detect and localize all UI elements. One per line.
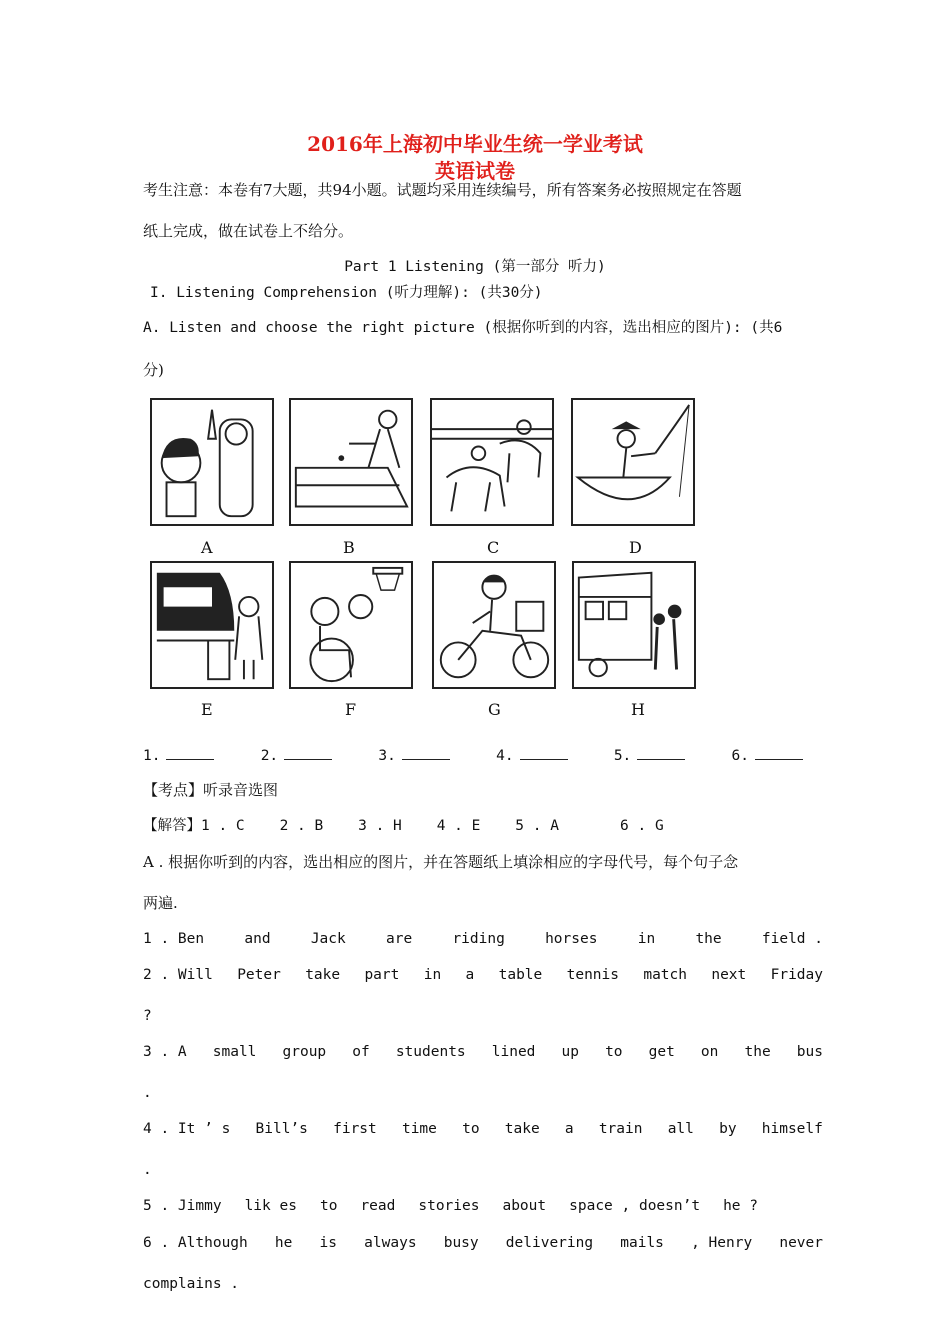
- sentence-word: riding: [452, 931, 505, 947]
- picture-e: [150, 561, 274, 689]
- explanation-line-1: A . 根据你听到的内容，选出相应的图片，并在答题纸上填涂相应的字母代号，每个句子念: [143, 853, 739, 871]
- sentence-word: 6 . Although: [143, 1235, 248, 1251]
- sentence-word: in: [637, 931, 656, 947]
- sentence-word: a: [564, 1121, 574, 1137]
- sentence-word: students: [395, 1044, 466, 1060]
- sentence-word: delivering: [505, 1235, 594, 1251]
- sentence-word: to: [462, 1121, 480, 1137]
- picture-label-f: F: [345, 700, 357, 719]
- picture-b: [289, 398, 413, 526]
- sentence-word: horses: [545, 931, 598, 947]
- sentence-3-tail: .: [143, 1085, 152, 1101]
- horse-riding-icon: [432, 400, 552, 524]
- boy-astronaut-icon: [152, 400, 272, 524]
- notice-line-1: 考生注意：本卷有7大题，共94小题。试题均采用连续编号，所有答案务必按照规定在答题: [143, 181, 742, 199]
- picture-a: [150, 398, 274, 526]
- sentence-word: 1 . Ben: [143, 931, 205, 947]
- sentence-word: stories: [418, 1198, 480, 1214]
- answer-blanks: [143, 745, 803, 764]
- sentence-word: is: [319, 1235, 338, 1251]
- picture-label-d: D: [629, 538, 642, 557]
- page-title: 2016年上海初中毕业生统一学业考试: [307, 132, 643, 156]
- picture-d: [571, 398, 695, 526]
- sentence-word: space , doesn’t: [569, 1198, 701, 1214]
- sentence-word: take: [305, 967, 341, 983]
- picture-f: [289, 561, 413, 689]
- sentence-4: [143, 1119, 823, 1139]
- sentence-word: to: [605, 1044, 623, 1060]
- sentence-word: himself: [761, 1121, 823, 1137]
- sentence-word: the: [695, 931, 722, 947]
- sentence-word: train: [598, 1121, 643, 1137]
- answer-blank-4[interactable]: 4.: [496, 745, 567, 764]
- sentence-word: time: [401, 1121, 437, 1137]
- sentence-word: Jack: [310, 931, 346, 947]
- sentence-word: about: [502, 1198, 547, 1214]
- page-subtitle: 英语试卷: [435, 159, 515, 183]
- picture-label-b: B: [343, 538, 355, 557]
- sentence-word: take: [504, 1121, 540, 1137]
- motorbike-delivery-icon: [434, 563, 554, 687]
- explanation-line-2: 两遍.: [143, 894, 178, 912]
- answer-blank-3[interactable]: 3.: [378, 745, 449, 764]
- key-point: 【考点】听录音选图: [143, 781, 279, 799]
- picture-g: [432, 561, 556, 689]
- sentence-6-tail: complains .: [143, 1276, 240, 1292]
- sentence-word: on: [700, 1044, 719, 1060]
- sentence-2: [143, 965, 823, 985]
- instruction-line-1: A. Listen and choose the right picture (根据你听到的内容，选出相应的图片): (共6: [143, 320, 783, 336]
- sentence-word: Bill’s: [255, 1121, 308, 1137]
- picture-c: [430, 398, 554, 526]
- sentence-word: the: [744, 1044, 771, 1060]
- sentence-3: [143, 1042, 823, 1062]
- sentence-word: small: [212, 1044, 257, 1060]
- picture-label-e: E: [201, 700, 213, 719]
- sentence-word: are: [385, 931, 413, 947]
- sentence-4-tail: .: [143, 1162, 152, 1178]
- answer-blank-5[interactable]: 5.: [614, 745, 685, 764]
- sentence-word: lik es: [244, 1198, 297, 1214]
- answer-blank-2[interactable]: 2.: [261, 745, 332, 764]
- sentence-word: table: [498, 967, 543, 983]
- sentence-word: Friday: [770, 967, 823, 983]
- sentence-word: to: [319, 1198, 338, 1214]
- picture-label-a: A: [201, 538, 213, 557]
- sentence-word: all: [667, 1121, 694, 1137]
- sentence-word: bus: [796, 1044, 823, 1060]
- answer-blank-1[interactable]: 1.: [143, 745, 214, 764]
- sentence-word: match: [643, 967, 687, 983]
- sentence-word: get: [648, 1044, 675, 1060]
- part-heading: Part 1 Listening (第一部分 听力): [344, 259, 606, 275]
- table-tennis-icon: [291, 400, 411, 524]
- sentence-5: [143, 1196, 758, 1216]
- picture-h: [572, 561, 696, 689]
- sentence-6: [143, 1233, 823, 1253]
- fishing-boat-icon: [573, 400, 693, 524]
- sentence-word: 3 . A: [143, 1044, 187, 1060]
- wheelchair-basketball-icon: [291, 563, 411, 687]
- sentence-word: lined: [491, 1044, 536, 1060]
- sentence-word: read: [360, 1198, 396, 1214]
- sentence-word: next: [711, 967, 747, 983]
- section-heading: I. Listening Comprehension (听力理解): (共30分): [150, 285, 543, 301]
- sentence-word: part: [364, 967, 400, 983]
- sentence-word: mails: [620, 1235, 664, 1251]
- sentence-word: Peter: [237, 967, 281, 983]
- sentence-word: by: [719, 1121, 737, 1137]
- sentence-word: a: [465, 967, 475, 983]
- instruction-line-2: 分): [143, 361, 164, 379]
- sentence-word: he: [274, 1235, 293, 1251]
- sentence-2-tail: ?: [143, 1008, 152, 1024]
- sentence-word: up: [561, 1044, 579, 1060]
- sentence-1: [143, 929, 823, 949]
- sentence-word: 2 . Will: [143, 967, 213, 983]
- picture-label-h: H: [631, 700, 645, 719]
- sentence-word: first: [333, 1121, 377, 1137]
- sentence-word: he ?: [723, 1198, 758, 1214]
- sentence-word: , Henry: [691, 1235, 753, 1251]
- solution: 【解答】1 . C 2 . B 3 . H 4 . E 5 . A 6 . G: [143, 818, 664, 834]
- sentence-word: always: [364, 1235, 417, 1251]
- answer-blank-6[interactable]: 6.: [732, 745, 803, 764]
- picture-label-g: G: [488, 700, 501, 719]
- sentence-word: and: [244, 931, 271, 947]
- notice-line-2: 纸上完成，做在试卷上不给分。: [143, 222, 354, 240]
- sentence-word: in: [423, 967, 442, 983]
- picture-label-c: C: [487, 538, 500, 557]
- sentence-word: group: [282, 1044, 327, 1060]
- sentence-word: 5 . Jimmy: [143, 1198, 222, 1214]
- sentence-word: 4 . It ’ s: [143, 1121, 231, 1137]
- sentence-word: of: [352, 1044, 370, 1060]
- train-luggage-icon: [152, 563, 272, 687]
- sentence-word: field .: [761, 931, 823, 947]
- sentence-word: tennis: [566, 967, 619, 983]
- bus-queue-icon: [574, 563, 694, 687]
- sentence-word: never: [779, 1235, 823, 1251]
- sentence-word: busy: [443, 1235, 479, 1251]
